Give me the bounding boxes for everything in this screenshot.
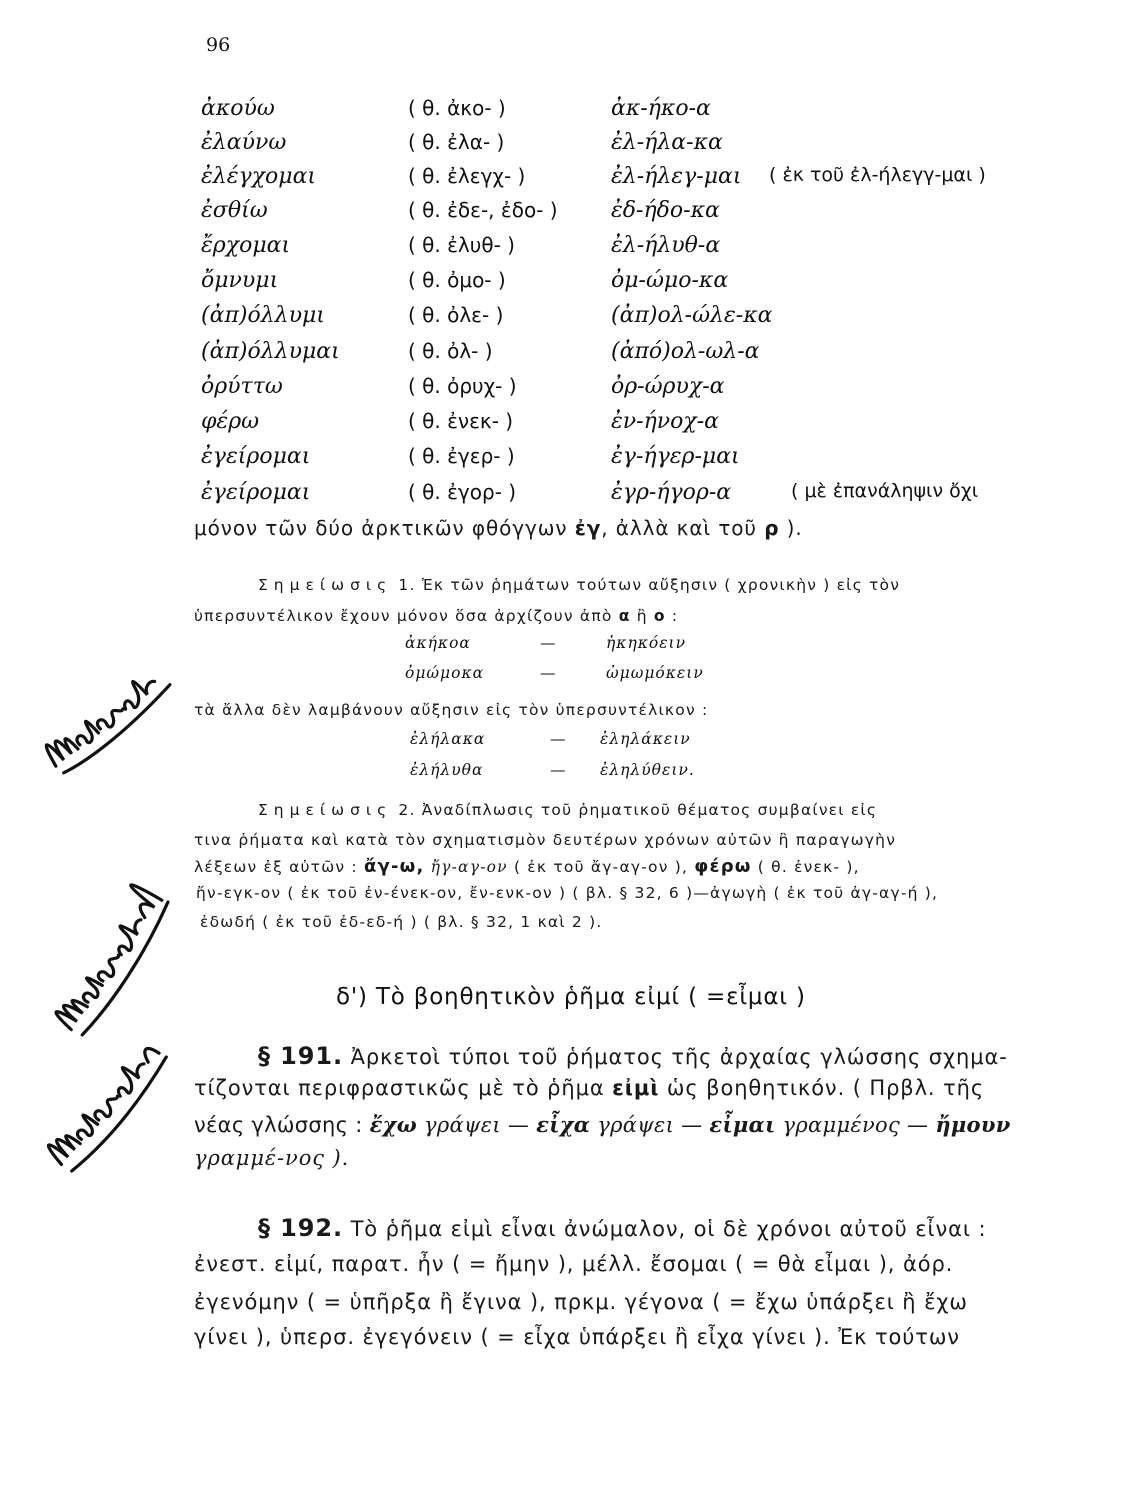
- stem: ( θ. ἀκο- ): [408, 96, 506, 120]
- bold-word: εἶμαι: [709, 1112, 776, 1137]
- paragraph-text: τίζονται περιφραστικῶς μὲ τὸ ῥῆμα: [194, 1076, 605, 1100]
- para192-line: [258, 1214, 986, 1242]
- example-dash: —: [540, 664, 557, 682]
- present-form: ἔρχομαι: [201, 233, 291, 258]
- note2-line: [194, 856, 860, 877]
- perfect-form: (ἀπό)ολ-ωλ-α: [611, 339, 760, 364]
- perfect-form: ἐδ-ήδο-κα: [611, 198, 720, 223]
- italic-word: γραμμένος: [782, 1113, 901, 1137]
- perfect-form: ἐλ-ήλα-κα: [611, 130, 723, 155]
- present-form: ἀκούω: [201, 96, 275, 121]
- bold-letter: ρ: [764, 516, 780, 540]
- paragraph-text: ὡς βοηθητικόν. ( Πρβλ. τῆς: [666, 1076, 985, 1100]
- stem: ( θ. ἐγορ- ): [408, 480, 517, 504]
- para191-line: [258, 1042, 1008, 1070]
- present-form: ὀρύττω: [201, 374, 283, 399]
- note-text: :: [671, 607, 679, 625]
- present-form: ἐλαύνω: [201, 130, 287, 155]
- para191-line: γραμμέ-νος ).: [194, 1146, 350, 1170]
- paragraph-text: Τὸ ῥῆμα εἰμὶ εἶναι ἀνώμαλον, οἱ δὲ χρόνοι αὐτοῦ εἶναι :: [350, 1217, 987, 1241]
- present-form: ἐλέγχομαι: [201, 164, 317, 189]
- bold-letter: ο: [653, 607, 666, 625]
- stem: ( θ. ὀρυχ- ): [408, 374, 517, 398]
- stem: ( θ. ἐνεκ- ): [408, 409, 514, 433]
- note1-line: [258, 576, 900, 594]
- example-left: ἐλήλακα: [410, 730, 486, 748]
- present-form: ὄμνυμι: [201, 268, 279, 293]
- para191-line: [194, 1076, 984, 1100]
- italic-word: γράψει: [424, 1113, 501, 1137]
- example-dash: —: [550, 730, 567, 748]
- note-text: ( ἐκ τοῦ ἄγ-αγ-ον ),: [513, 858, 689, 876]
- perfect-note: ( ἐκ τοῦ ἐλ-ήλεγγ-μαι ): [769, 164, 986, 186]
- note-text: ἢ: [636, 607, 648, 625]
- italic-word: ἤγ-αγ-ον: [430, 858, 508, 876]
- note-text: λέξεων ἐξ αὐτῶν :: [194, 858, 358, 876]
- continuation-text: ).: [786, 516, 803, 540]
- perfect-form: ἐλ-ήλεγ-μαι: [611, 164, 742, 189]
- present-form: (ἀπ)όλλυμι: [201, 303, 325, 328]
- note2-line: τινα ῥήματα καὶ κατὰ τὸν σχηματισμὸν δευτέρων χρόνων αὐτῶν ἢ παραγωγὴν: [194, 831, 897, 849]
- stem: ( θ. ἐδε-, ἐδο- ): [408, 198, 558, 222]
- note-text: 1. Ἐκ τῶν ῥημάτων τούτων αὔξησιν ( χρονικὴν ) εἰς τὸν: [398, 576, 901, 594]
- present-form: ἐγείρομαι: [201, 444, 311, 469]
- perfect-form: (ἀπ)ολ-ώλε-κα: [611, 303, 773, 328]
- handwritten-signature: [30, 650, 200, 790]
- handwritten-signature: [25, 880, 215, 1040]
- note-label: Σημείωσις: [258, 801, 393, 819]
- present-form: (ἀπ)όλλυμαι: [201, 339, 340, 364]
- perfect-form: ἀκ-ήκο-α: [611, 96, 711, 121]
- handwritten-signature: [25, 1020, 205, 1190]
- stem: ( θ. ἐγερ- ): [408, 444, 515, 468]
- stem: ( θ. ὀμο- ): [408, 268, 506, 292]
- note-text: ( θ. ἐνεκ- ),: [757, 858, 860, 876]
- paragraph-text: Ἀρκετοὶ τύποι τοῦ ῥήματος τῆς ἀρχαίας γλώσσης σχημα-: [350, 1045, 1008, 1069]
- example-right: ὠμωμόκειν: [606, 664, 704, 682]
- example-right: ἐληλάκειν: [600, 730, 691, 748]
- bold-letters: ἐγ: [574, 516, 602, 540]
- para192-line: ἐγενόμην ( = ὑπῆρξα ἢ ἔγινα ), πρκμ. γέγονα ( = ἔχω ὑπάρξει ἢ ἔχω: [194, 1290, 968, 1314]
- continuation-text: μόνον τῶν δύο ἀρκτικῶν φθόγγων: [194, 516, 568, 540]
- stem: ( θ. ἐλα- ): [408, 130, 505, 154]
- note-text: ὑπερσυντέλικον ἔχουν μόνον ὅσα ἀρχίζουν ἀπὸ: [194, 607, 613, 625]
- example-dash: —: [550, 761, 567, 779]
- bold-word: φέρω: [694, 856, 752, 877]
- example-right: ἠκηκόειν: [606, 634, 687, 652]
- dash: —: [907, 1113, 929, 1137]
- stem: ( θ. ἐλεγχ- ): [408, 164, 526, 188]
- perfect-form: ὀμ-ώμο-κα: [611, 268, 729, 293]
- perfect-form: ὀρ-ώρυχ-α: [611, 374, 725, 399]
- example-right: ἐληλύθειν.: [600, 761, 695, 779]
- note1-line: τὰ ἄλλα δὲν λαμβάνουν αὔξησιν εἰς τὸν ὑπερσυντέλικον :: [194, 701, 709, 719]
- bold-letter: α: [618, 607, 631, 625]
- bold-word: ἔχω: [369, 1112, 418, 1137]
- section-heading: δ') Τὸ βοηθητικὸν ῥῆμα εἰμί ( =εἶμαι ): [336, 984, 806, 1010]
- paragraph-number: § 192.: [258, 1214, 343, 1242]
- dash: —: [681, 1113, 703, 1137]
- para192-line: ἐνεστ. εἰμί, παρατ. ἦν ( = ἤμην ), μέλλ. ἔσομαι ( = θὰ εἶμαι ), ἀόρ.: [194, 1252, 954, 1276]
- dash: —: [507, 1113, 530, 1137]
- para192-line: γίνει ), ὑπερσ. ἐγεγόνειν ( = εἶχα ὑπάρξει ἢ εἶχα γίνει ). Ἐκ τούτων: [194, 1325, 960, 1349]
- para191-line: [194, 1112, 1011, 1137]
- note-label: Σημείωσις: [258, 576, 393, 594]
- example-left: ἐλήλυθα: [410, 761, 484, 779]
- table-continuation: [194, 516, 803, 540]
- note-text: 2. Ἀναδίπλωσις τοῦ ῥηματικοῦ θέματος συμβαίνει εἰς: [398, 801, 878, 819]
- perfect-form: ἐν-ήνοχ-α: [611, 409, 720, 434]
- bold-word: εἰμὶ: [612, 1076, 660, 1100]
- note1-line: [194, 607, 678, 625]
- page-number: 96: [206, 34, 231, 56]
- note2-line: [258, 801, 877, 819]
- note2-line: ἤν-εγκ-ον ( ἐκ τοῦ ἐν-ένεκ-ον, ἔν-ενκ-ον ) ( βλ. § 32, 6 )—ἀγωγὴ ( ἐκ τοῦ ἀγ-αγ-ή ),: [196, 884, 939, 902]
- perfect-form: ἐγρ-ήγορ-α: [611, 480, 732, 505]
- stem: ( θ. ὀλ- ): [408, 339, 493, 363]
- stem: ( θ. ἐλυθ- ): [408, 233, 515, 257]
- bold-word: ἤμουν: [935, 1112, 1011, 1137]
- perfect-note: ( μὲ ἐπανάληψιν ὄχι: [791, 480, 979, 502]
- perfect-form: ἐγ-ήγερ-μαι: [611, 444, 740, 469]
- continuation-text: , ἀλλὰ καὶ τοῦ: [601, 516, 757, 540]
- present-form: ἐγείρομαι: [201, 480, 311, 505]
- bold-word: εἶχα: [536, 1112, 591, 1137]
- paragraph-text: νέας γλώσσης :: [194, 1113, 363, 1137]
- present-form: φέρω: [201, 409, 260, 434]
- example-left: ὀμώμοκα: [405, 664, 485, 682]
- example-dash: —: [540, 634, 557, 652]
- stem: ( θ. ὀλε- ): [408, 303, 504, 327]
- perfect-form: ἐλ-ήλυθ-α: [611, 233, 721, 258]
- italic-word: γράψει: [597, 1113, 675, 1137]
- paragraph-number: § 191.: [258, 1042, 343, 1070]
- note2-line: ἐδωδή ( ἐκ τοῦ ἐδ-εδ-ή ) ( βλ. § 32, 1 καὶ 2 ).: [200, 913, 603, 931]
- present-form: ἐσθίω: [201, 198, 268, 223]
- bold-word: ἄγ-ω,: [363, 856, 425, 877]
- example-left: ἀκήκοα: [405, 634, 471, 652]
